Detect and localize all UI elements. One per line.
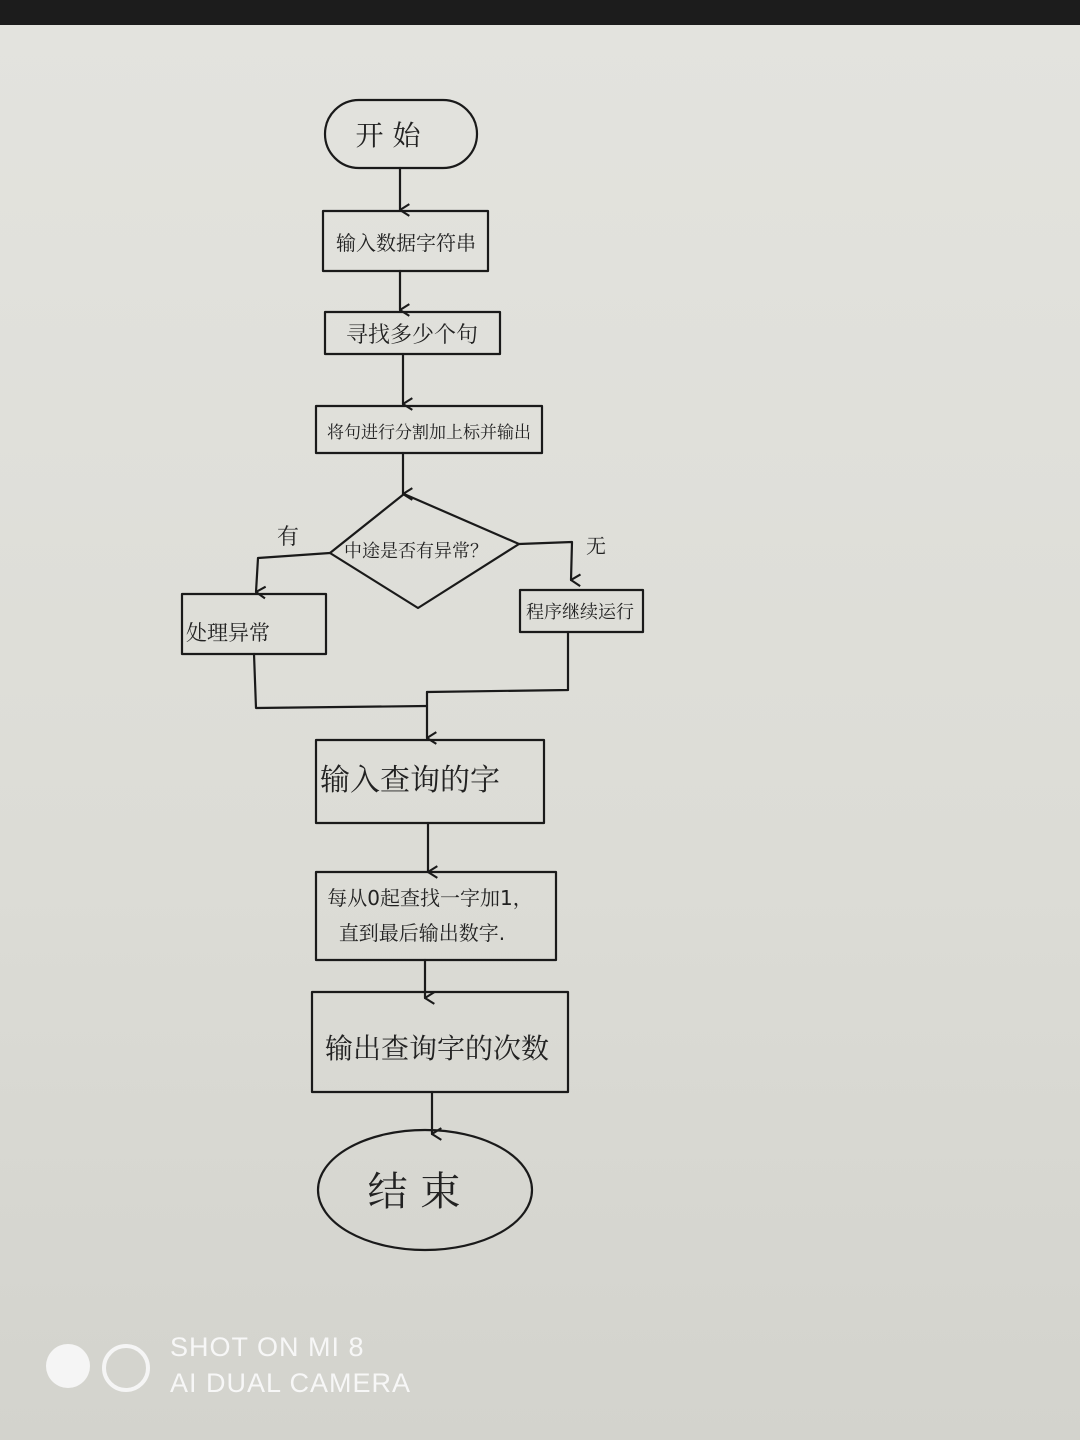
output-count-label: 输出查询字的次数 (324, 1032, 550, 1065)
handle-exception-label: 处理异常 (186, 621, 270, 645)
no-label: 无 (586, 534, 606, 558)
no-branch-line (519, 542, 572, 580)
merge-line-left (254, 654, 427, 708)
watermark-line2: AI DUAL CAMERA (170, 1368, 412, 1398)
decision-label: 中途是否有异常？ (344, 541, 488, 562)
find-sentences-label: 寻找多少个句 (345, 323, 479, 348)
count-label-line1: 每从0起查找一字加1， (327, 886, 533, 910)
input-string-label: 输入数据字符串 (336, 231, 476, 255)
start-label: 开 始 (355, 119, 421, 152)
end-label: 结 束 (367, 1169, 461, 1215)
camera-watermark (0, 1330, 420, 1410)
yes-branch-line (256, 553, 330, 592)
watermark-dot-outline-icon (102, 1344, 150, 1392)
split-output-label: 将句进行分割加上标并输出 (327, 423, 531, 443)
input-query-label: 输入查询的字 (320, 763, 500, 798)
continue-run-label: 程序继续运行 (526, 602, 634, 623)
count-label-line2: 直到最后输出数字. (338, 921, 506, 945)
watermark-dot-filled-icon (46, 1344, 90, 1388)
yes-label: 有 (276, 525, 300, 550)
merge-line-right (427, 632, 568, 692)
watermark-line1: SHOT ON MI 8 (170, 1332, 365, 1362)
